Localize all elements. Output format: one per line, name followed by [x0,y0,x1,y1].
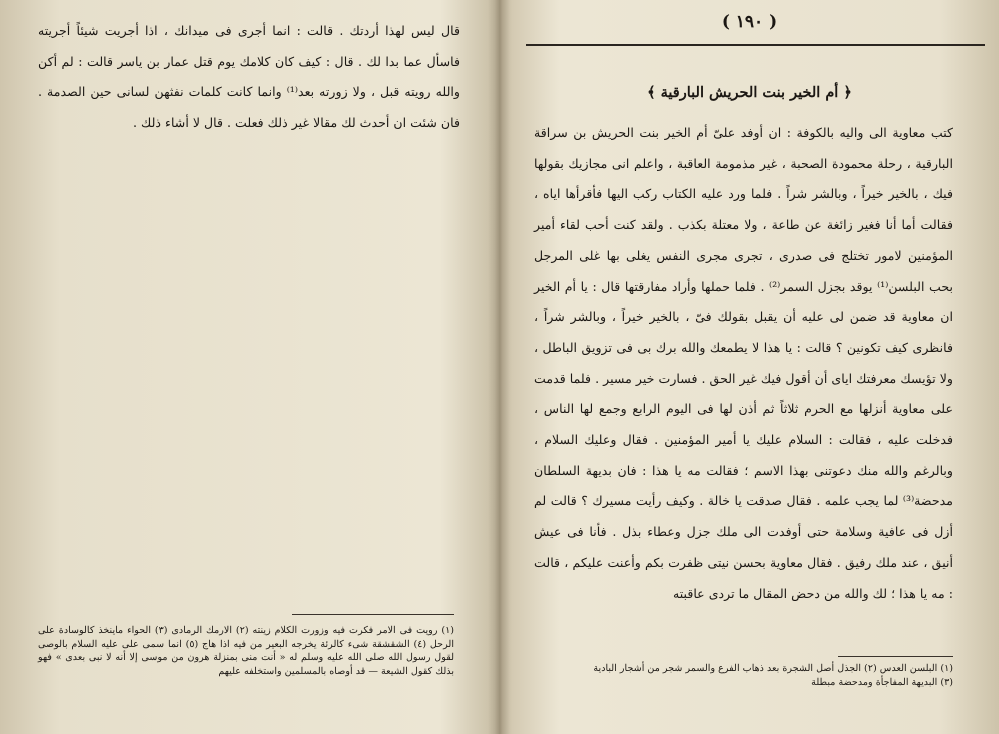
right-body-text [534,118,953,609]
right-footnote-2: (٣) البديهة المفاجأة ومدحضة مبطلة [811,676,953,688]
right-paragraph-1: كتب معاوية الى واليه بالكوفة : ان أوفد علىّ أم الخير بنت الحريش بن سراقة البارقية ، رحلة محمودة الصحبة ، غير مذمومة العاقبة ، واعلم انى مجازيك بقولها فيك ، بالخير خيراً ، وبالشر شراً . فلما ورد عليه الكتاب ركب اليها فأقرأها اياه ، فقالت أما أنا فغير زائغة عن طاعة ، ولا معتلة بكذب . ولقد كنت أحب لقاء أمير المؤمنين لامور تختلج فى صدرى ، تجرى مجرى النفس يغلى بها غلى المرجل بحب البلسن⁽¹⁾ يوقد بجزل السمر⁽²⁾ . فلما حملها وأراد مفارقتها قال : يا أم الخير ان معاوية قد ضمن لى عليه أن يقبل بقولك فىّ ، بالخير خيراً ، وبالشر شراً ، فانظرى كيف تكونين ؟ قالت : يا هذا لا يطمعك والله برك بى فى تزويق الباطل ، ولا تؤيسك معرفتك اياى أن أقول فيك غير الحق . فسارت خير مسير . فلما قدمت على معاوية أنزلها مع الحرم ثلاثاً ثم أذن لها فى اليوم الرابع وجمع لها الناس ، فدخلت عليه ، فقالت : السلام عليك يا أمير المؤمنين . فقال وعليك السلام ، وبالرغم والله منك دعوتنى بهذا الاسم ؛ فقالت مه يا هذا : فان بديهة السلطان مدحضة⁽³⁾ لما يجب علمه . فقال صدقت يا خالة . وكيف رأيت مسيرك ؟ قالت لم أزل فى عافية وسلامة حتى أوفدت الى ملك جزل وعطاء بذل . فأنا فى عيش أنيق ، عند ملك رفيق . فقال معاوية بحسن نيتى ظفرت بكم وأعنت عليكم ، قالت : مه يا هذا ؛ لك والله من دحض المقال ما تردى عاقبته [534,125,953,601]
header-rule [526,44,985,46]
left-footnote-1: (١) رويت فى الامر فكرت فيه وزورت الكلام زينته (٢) الارمك الرمادى (٣) الحواء ماينخذ كالوسادة على الرحل (٤) الشقشقة شىء كالرئة يخرجه البعير من فيه اذا هاج (٥) انما سمى على عليه السلام بالوصى لقول رسول الله صلى الله عليه وسلم له « أنت منى بمنزلة هرون من موسى إلا أنه لا نبى بعدى » فهو بذلك كقول الشيعة — قد أوصاه بالمسلمين واستخلفه عليهم [38,625,454,677]
right-footnote-rule [838,656,953,657]
left-footnote-rule [292,614,454,615]
left-body-text [38,16,460,139]
left-paragraph-1: قال ليس لهذا أردتك . قالت : انما أجرى فى ميدانك ، اذا أجريت شيئاً أجريته فاسأل عما بدا لك . قال : كيف كان كلامك يوم قتل عمار بن ياسر قالت : لم أكن والله رويته قبل ، ولا زورته بعد⁽¹⁾ وانما كانت كلمات نفثهن لسانى حين الصدمة . فان شئت ان أحدث لك مقالا غير ذلك فعلت . قال لا أشاء ذلك . [38,23,460,131]
left-footnotes [38,624,454,678]
right-footnote-1: (١) البلسن العدس (٢) الجذل أصل الشجرة بعد ذهاب الفرع والسمر شجر من أشجار البادية [593,663,953,674]
right-footnotes [534,662,953,689]
right-page [500,0,999,734]
chapter-title: ﴿ أم الخير بنت الحريش البارقية ﴾ [647,84,852,101]
page-number: ( ١٩٠ ) [721,12,778,32]
